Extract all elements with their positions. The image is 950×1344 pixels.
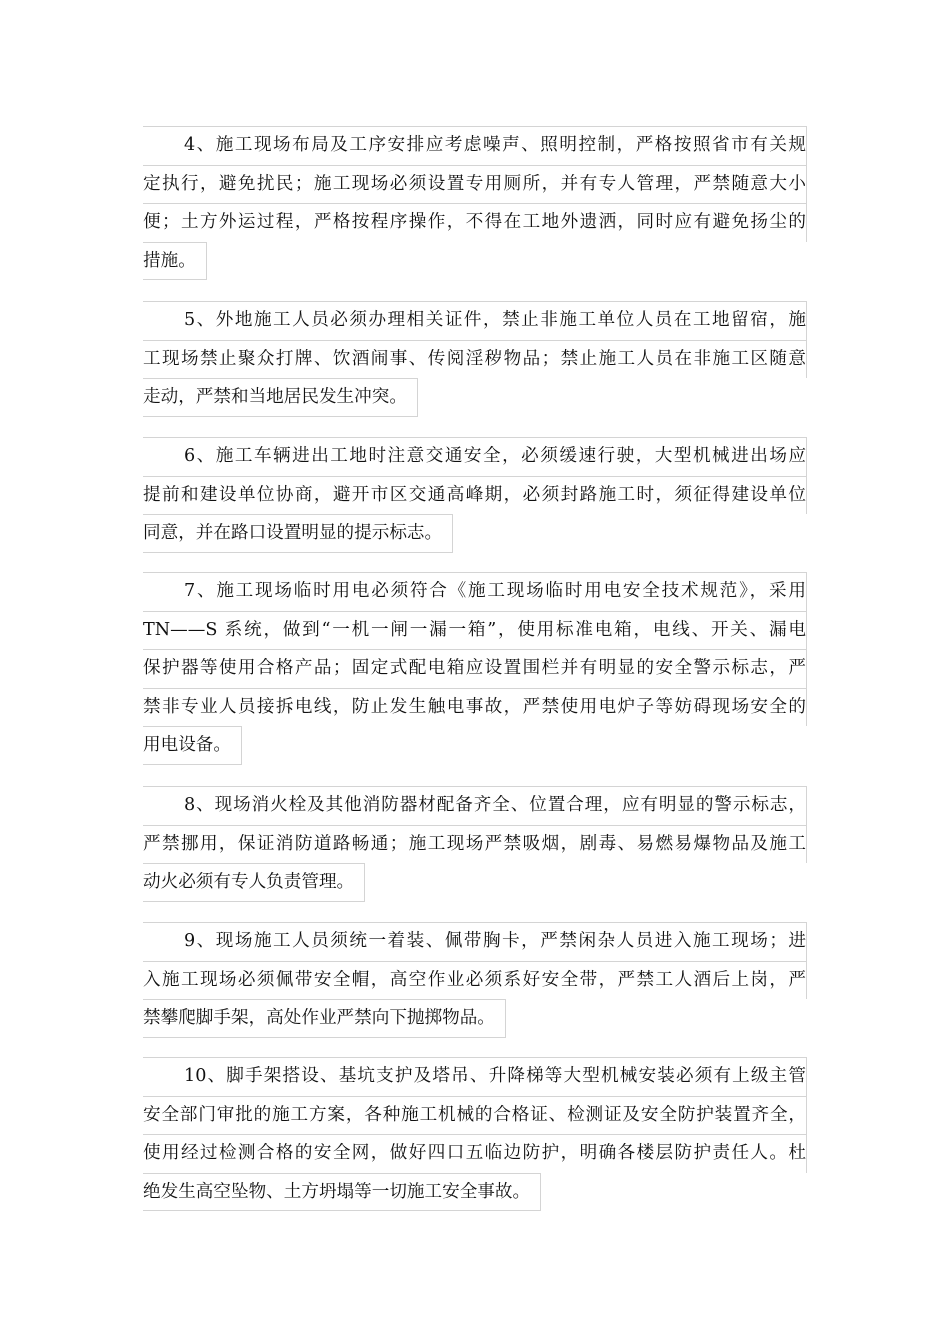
- paragraph-item-10: [143, 1057, 807, 1215]
- paragraph-item-4: [143, 126, 807, 284]
- paragraph-line: 7、施工现场临时用电必须符合《施工现场临时用电安全技术规范》，采用: [143, 572, 807, 611]
- paragraph-line: 入施工现场必须佩带安全帽，高空作业必须系好安全带，严禁工人酒后上岗，严: [143, 961, 807, 1000]
- paragraph-line: 用电设备。: [143, 726, 242, 765]
- paragraph-line: 便；土方外运过程，严格按程序操作，不得在工地外遗洒，同时应有避免扬尘的: [143, 203, 807, 242]
- paragraph-line: 保护器等使用合格产品；固定式配电箱应设置围栏并有明显的安全警示标志，严: [143, 649, 807, 688]
- paragraph-line: 走动，严禁和当地居民发生冲突。: [143, 378, 418, 417]
- paragraph-line: 工现场禁止聚众打牌、饮酒闹事、传阅淫秽物品；禁止施工人员在非施工区随意: [143, 340, 807, 379]
- paragraph-item-8: [143, 786, 807, 906]
- paragraph-line: 4、施工现场布局及工序安排应考虑噪声、照明控制，严格按照省市有关规: [143, 126, 807, 165]
- paragraph-line: 措施。: [143, 242, 207, 281]
- paragraph-line: 使用经过检测合格的安全网，做好四口五临边防护，明确各楼层防护责任人。杜: [143, 1134, 807, 1173]
- paragraph-line: TN——S 系统，做到“一机一闸一漏一箱”，使用标准电箱，电线、开关、漏电: [143, 611, 807, 650]
- paragraph-line: 严禁挪用，保证消防道路畅通；施工现场严禁吸烟，剧毒、易燃易爆物品及施工: [143, 825, 807, 864]
- paragraph-line: 9、现场施工人员须统一着装、佩带胸卡，严禁闲杂人员进入施工现场；进: [143, 922, 807, 961]
- paragraph-line: 安全部门审批的施工方案，各种施工机械的合格证、检测证及安全防护装置齐全，: [143, 1096, 807, 1135]
- paragraph-item-6: [143, 437, 807, 557]
- paragraph-item-5: [143, 301, 807, 421]
- paragraph-line: 禁非专业人员接拆电线，防止发生触电事故，严禁使用电炉子等妨碍现场安全的: [143, 688, 807, 727]
- paragraph-line: 禁攀爬脚手架，高处作业严禁向下抛掷物品。: [143, 999, 506, 1038]
- paragraph-line: 动火必须有专人负责管理。: [143, 863, 365, 902]
- paragraph-line: 定执行，避免扰民；施工现场必须设置专用厕所，并有专人管理，严禁随意大小: [143, 165, 807, 204]
- paragraph-line: 8、现场消火栓及其他消防器材配备齐全、位置合理，应有明显的警示标志，: [143, 786, 807, 825]
- paragraph-item-9: [143, 922, 807, 1042]
- paragraph-line: 提前和建设单位协商，避开市区交通高峰期，必须封路施工时，须征得建设单位: [143, 476, 807, 515]
- paragraph-line: 同意，并在路口设置明显的提示标志。: [143, 514, 453, 553]
- paragraph-item-7: [143, 572, 807, 769]
- paragraph-line: 6、施工车辆进出工地时注意交通安全，必须缓速行驶，大型机械进出场应: [143, 437, 807, 476]
- paragraph-line: 5、外地施工人员必须办理相关证件，禁止非施工单位人员在工地留宿，施: [143, 301, 807, 340]
- paragraph-line: 绝发生高空坠物、土方坍塌等一切施工安全事故。: [143, 1173, 541, 1212]
- paragraph-line: 10、脚手架搭设、基坑支护及塔吊、升降梯等大型机械安装必须有上级主管: [143, 1057, 807, 1096]
